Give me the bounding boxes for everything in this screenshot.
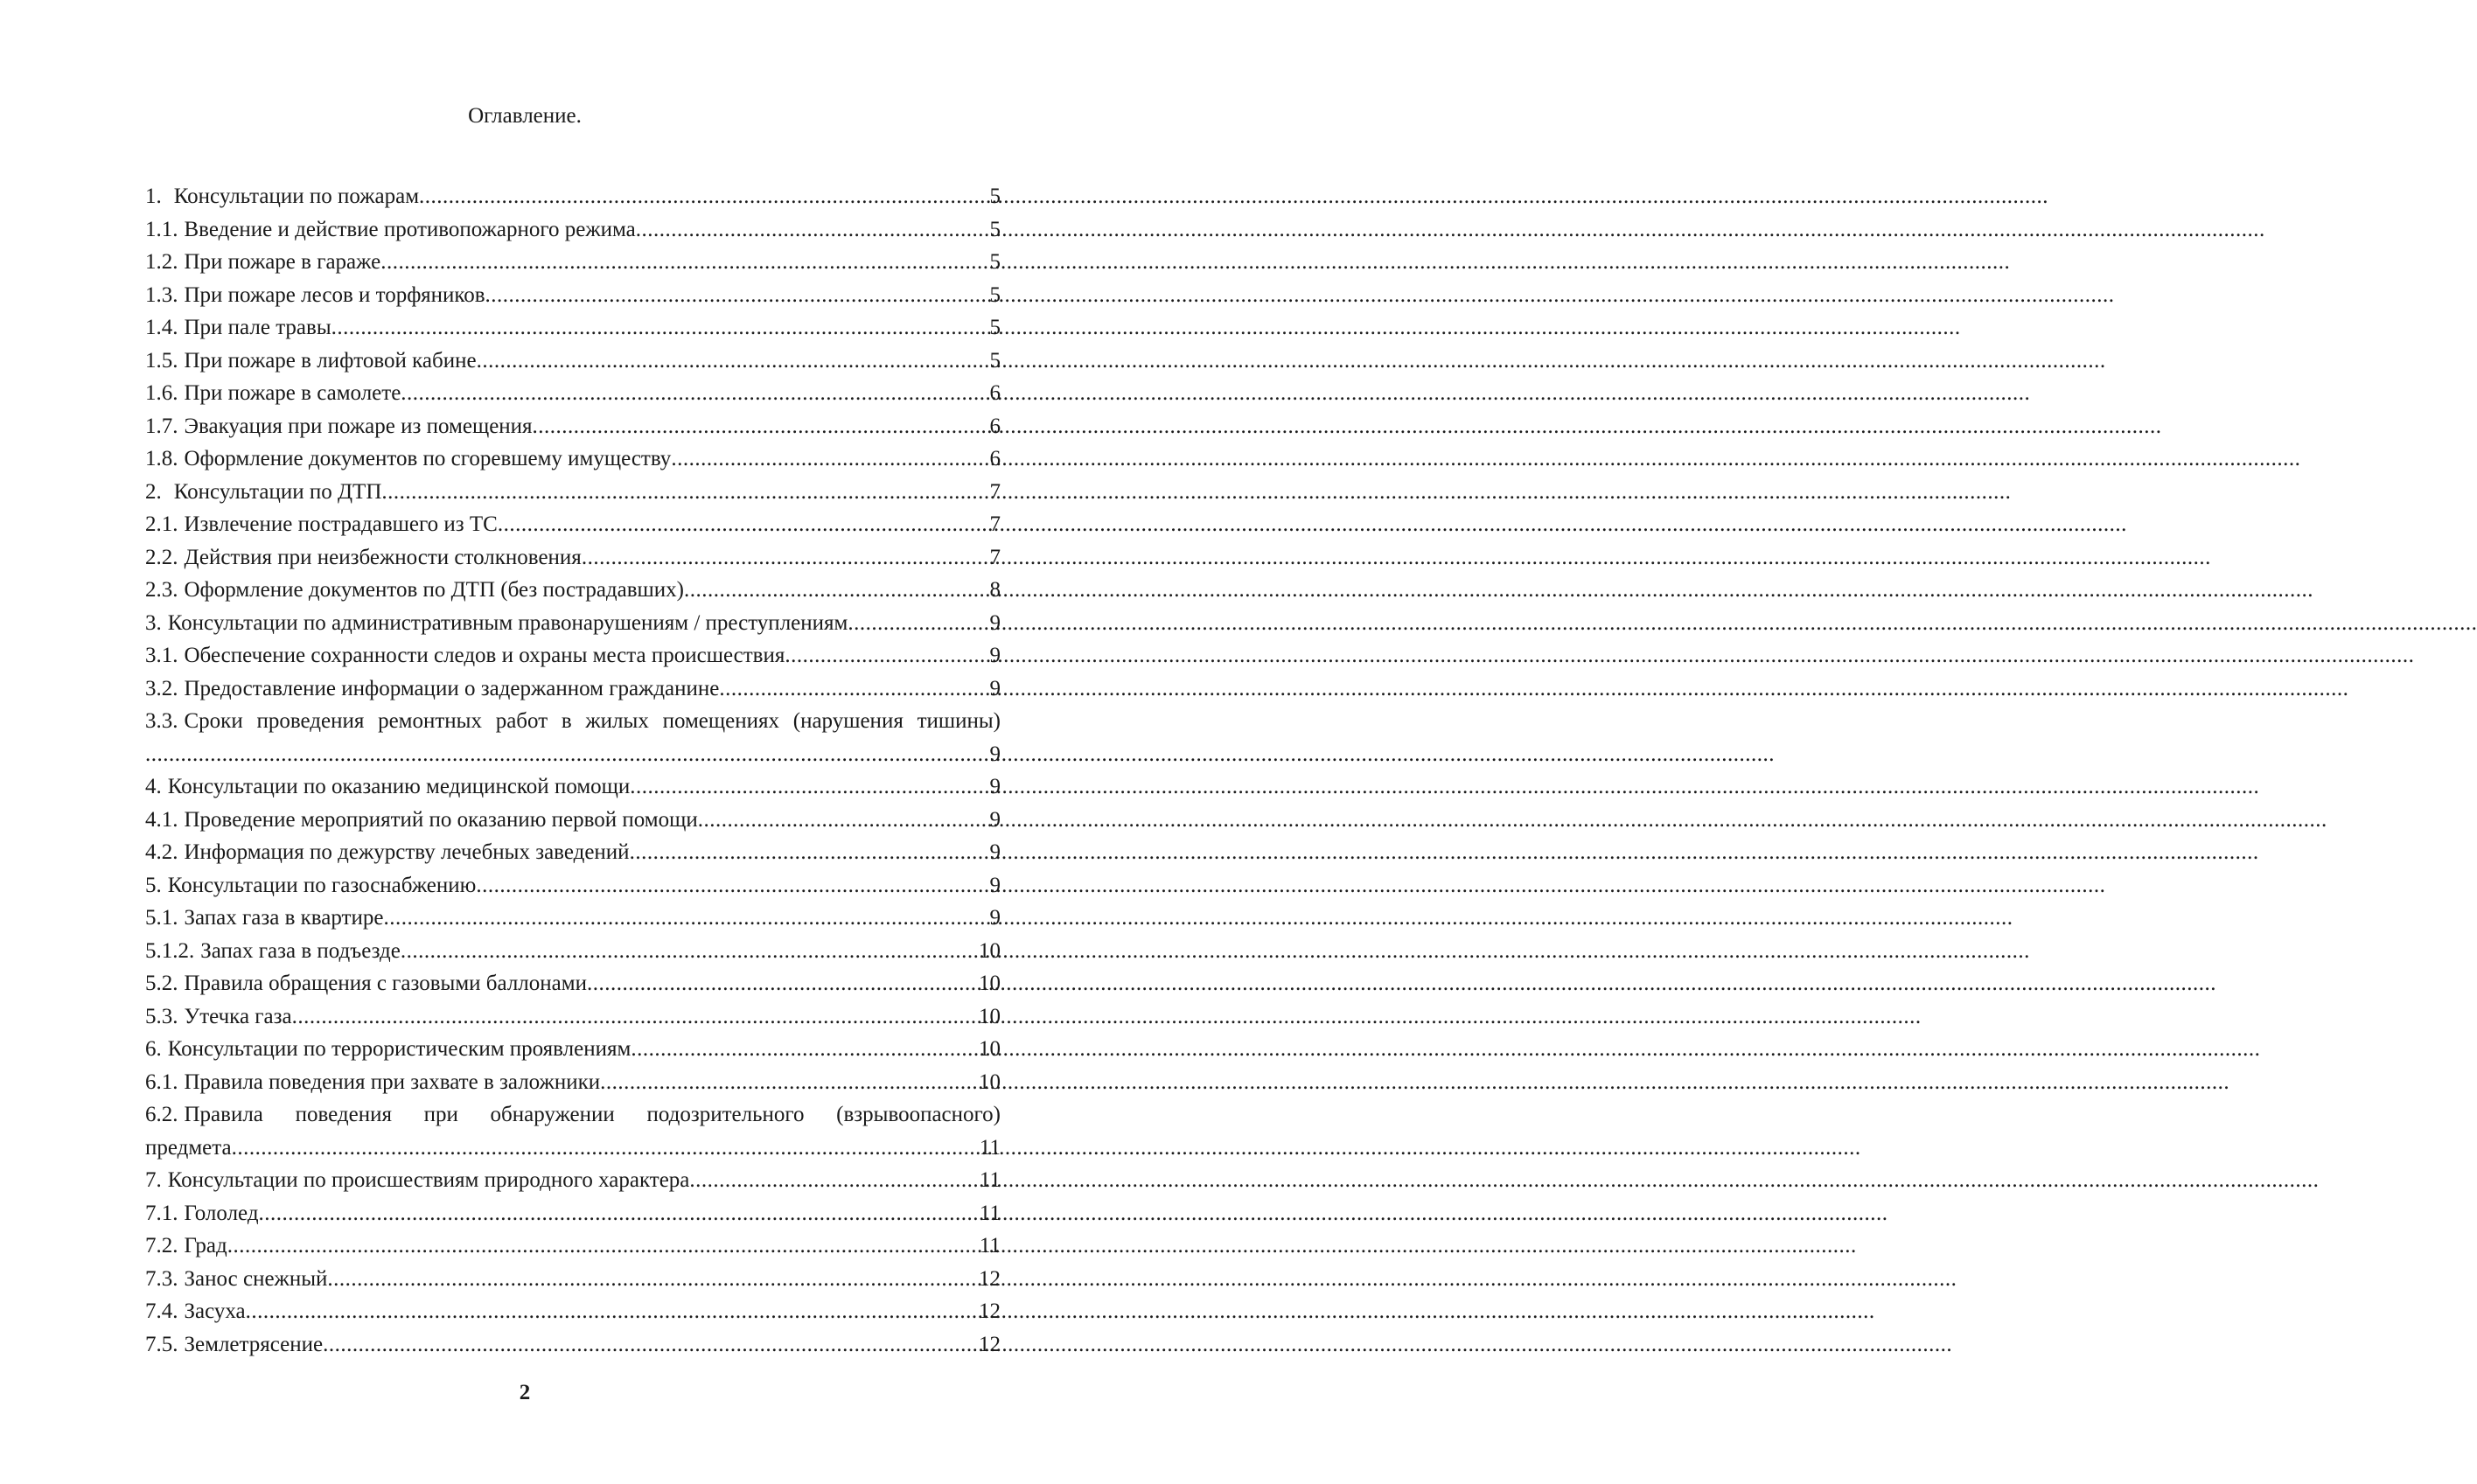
toc-dot-leader [476, 869, 987, 902]
toc-entry-title: Предоставление информации о задержанном гражданине [184, 676, 720, 700]
toc-entry[interactable] [145, 705, 1001, 738]
toc-entry-page: 9 [989, 906, 1001, 930]
toc-entry-number: 3.1. [145, 644, 178, 667]
toc-entry-page: 7 [989, 479, 1001, 504]
toc-entry-number: 7.5. [145, 1332, 178, 1356]
toc-entry-number: 4.1. [145, 807, 178, 832]
toc-entry-page: 5 [989, 217, 1001, 241]
toc-entry-title: Запах газа в подъезде [200, 938, 401, 963]
toc-entry[interactable] [145, 1197, 1001, 1230]
toc-entry-number: 1.1. [145, 217, 178, 241]
toc-entry-page: 10 [979, 1037, 1001, 1061]
toc-dot-leader [630, 770, 987, 804]
toc-entry-page: 5 [989, 185, 1001, 208]
toc-entry[interactable] [145, 902, 1001, 935]
toc-dot-leader [477, 345, 988, 378]
toc-entry[interactable] [145, 836, 1001, 869]
page-title: Оглавление. [468, 104, 582, 128]
toc-entry-page: 9 [989, 775, 1001, 798]
toc-entry[interactable] [145, 1263, 1001, 1296]
toc-entry[interactable] [145, 935, 1001, 968]
toc-entry[interactable] [145, 804, 1001, 837]
toc-entry-number: 1.4. [145, 316, 178, 339]
toc-entry-page: 8 [989, 578, 1001, 602]
toc-entry-number: 1.7. [145, 414, 178, 438]
toc-dot-leader [582, 541, 988, 575]
toc-dot-leader [381, 476, 987, 509]
toc-entry[interactable] [145, 639, 1001, 672]
toc-dot-leader [848, 607, 987, 640]
toc-entry-title: Землетрясение [184, 1332, 324, 1356]
toc-entry-number: 4. [145, 775, 162, 798]
toc-entry-page: 9 [989, 873, 1001, 897]
toc-entry-page: 12 [979, 1299, 1001, 1323]
toc-entry[interactable] [145, 377, 1001, 410]
toc-entry-title: Консультации по террористическим проявлениям [167, 1037, 631, 1061]
toc-entry[interactable] [145, 279, 1001, 312]
toc-entry[interactable] [145, 1033, 1001, 1066]
toc-dot-leader [698, 804, 988, 837]
toc-dot-leader [785, 639, 987, 672]
toc-entry[interactable] [145, 1164, 1001, 1197]
toc-entry-title: Консультации по административным правонарушениям / преступлениям [167, 610, 848, 635]
toc-dot-leader [671, 442, 987, 476]
toc-entry-page: 5 [989, 316, 1001, 339]
toc-entry-title: Сроки проведения ремонтных работ в жилых помещениях (нарушения тишины) [184, 709, 1001, 733]
toc-entry[interactable] [145, 1230, 1001, 1263]
toc-entry-page: 11 [979, 1168, 1001, 1192]
toc-entry-title: Эвакуация при пожаре из помещения [184, 414, 533, 438]
toc-entry[interactable] [145, 770, 1001, 804]
toc-entry-page: 7 [989, 512, 1001, 536]
toc-entry-title: Утечка газа [184, 1004, 292, 1028]
toc-entry-number: 2.3. [145, 578, 178, 602]
toc-dot-leader [587, 967, 977, 1000]
toc-entry-page: 12 [979, 1332, 1001, 1356]
toc-entry[interactable] [145, 1098, 1001, 1132]
toc-entry-page: 12 [979, 1266, 1001, 1291]
toc-entry[interactable] [145, 1295, 1001, 1328]
toc-dot-leader [383, 902, 987, 935]
toc-entry[interactable] [145, 410, 1001, 443]
toc-entry-number: 1.3. [145, 282, 178, 307]
toc-entry[interactable] [145, 476, 1001, 509]
toc-entry-title: Гололед [184, 1201, 259, 1225]
toc-entry-title: Засуха [184, 1299, 246, 1323]
toc-entry-page: 5 [989, 282, 1001, 307]
toc-dot-leader [630, 836, 988, 869]
toc-entry-page: 9 [989, 742, 1001, 766]
toc-entry-page: 9 [989, 610, 1001, 635]
toc-dot-leader [331, 311, 988, 345]
toc-entry-page: 10 [979, 972, 1001, 995]
toc-dot-leader [631, 1033, 977, 1066]
toc-dot-leader [498, 508, 988, 541]
toc-entry-title: При пожаре в лифтовой кабине [184, 348, 477, 373]
toc-entry-title: При пале травы [184, 316, 331, 339]
toc-entry-number: 5.2. [145, 972, 178, 995]
toc-entry-number: 6. [145, 1037, 162, 1061]
toc-entry-page: 9 [989, 840, 1001, 864]
toc-entry-title: Запах газа в квартире [184, 906, 384, 930]
toc-entry-title: При пожаре в самолете [184, 381, 401, 405]
toc-entry-title: При пожаре лесов и торфяников [184, 282, 485, 307]
toc-entry[interactable] [145, 607, 1001, 640]
page-number: 2 [519, 1381, 531, 1404]
toc-dot-leader [259, 1197, 978, 1230]
toc-entry-title: Консультации по происшествиям природного характера [167, 1168, 690, 1192]
toc-entry-title: Правила поведения при захвате в заложники [184, 1069, 601, 1094]
toc-entry-number: 1.6. [145, 381, 178, 405]
toc-dot-leader [719, 672, 987, 706]
toc-entry-title: Град [184, 1234, 227, 1258]
toc-entry-number: 3.3. [145, 709, 178, 733]
toc-entry-title: Действия при неизбежности столкновения [184, 545, 582, 569]
toc-entry[interactable] [145, 1066, 1001, 1099]
toc-entry-title: Консультации по пожарам [173, 185, 420, 208]
toc-dot-leader [636, 213, 988, 247]
toc-entry-title: Введение и действие противопожарного режима [184, 217, 636, 241]
toc-dot-leader [227, 1230, 978, 1263]
toc-entry-number: 5.1. [145, 906, 178, 930]
toc-entry-title: Оформление документов по ДТП (без пострадавших) [184, 578, 684, 602]
toc-entry-number: 1.2. [145, 250, 178, 274]
toc-entry-page: 5 [989, 348, 1001, 373]
toc-entry-number: 6.2. [145, 1103, 178, 1126]
toc-entry-page: 9 [989, 676, 1001, 700]
toc-entry-page: 10 [979, 938, 1001, 963]
toc-dot-leader [689, 1164, 978, 1197]
toc-dot-leader [380, 246, 987, 279]
toc-entry-number: 7.3. [145, 1266, 178, 1291]
toc-entry[interactable] [145, 541, 1001, 575]
toc-entry-page: 7 [989, 545, 1001, 569]
toc-entry-title: Оформление документов по сгоревшему имуществу [184, 447, 672, 470]
toc-entry-page: 10 [979, 1069, 1001, 1094]
toc-entry-continuation[interactable] [145, 738, 1001, 771]
toc-entry-number: 7. [145, 1168, 162, 1192]
toc-entry-title: При пожаре в гараже [184, 250, 381, 274]
toc-entry-number: 2.2. [145, 545, 178, 569]
toc-entry-number: 3.2. [145, 676, 178, 700]
toc-entry[interactable] [145, 180, 1001, 213]
toc-entry-number: 7.1. [145, 1201, 178, 1225]
toc-entry-title: Проведение мероприятий по оказанию первой помощи [184, 807, 698, 832]
toc-entry[interactable] [145, 442, 1001, 476]
toc-entry-title: Правила поведения при обнаружении подозрительного (взрывоопасного) [184, 1103, 1001, 1126]
toc-entry-page: 11 [979, 1234, 1001, 1258]
toc-entry-number: 1.5. [145, 348, 178, 373]
toc-dot-leader [232, 1132, 978, 1165]
toc-entry-title: Правила обращения с газовыми баллонами [184, 972, 587, 995]
toc-entry-page: 6 [989, 381, 1001, 405]
toc-entry-title: Консультации по ДТП [173, 479, 382, 504]
toc-entry[interactable] [145, 869, 1001, 902]
toc-entry[interactable] [145, 246, 1001, 279]
toc-entry-page: 9 [989, 807, 1001, 832]
toc-entry-title-continuation: предмета [145, 1135, 232, 1160]
toc-entry-title: Занос снежный [184, 1266, 328, 1291]
toc-dot-leader [246, 1295, 977, 1328]
toc-entry-title: Извлечение пострадавшего из ТС [184, 512, 498, 536]
toc-dot-leader [401, 935, 977, 968]
toc-entry-number: 3. [145, 610, 162, 635]
toc-entry[interactable] [145, 1328, 1001, 1362]
toc-entry-page: 11 [979, 1135, 1001, 1160]
toc-entry[interactable] [145, 1000, 1001, 1034]
toc-entry-page: 10 [979, 1004, 1001, 1028]
toc-dot-leader [323, 1328, 977, 1362]
toc-dot-leader [600, 1066, 977, 1099]
toc-dot-leader [485, 279, 988, 312]
toc-entry-number: 2. [145, 479, 162, 504]
toc-entry[interactable] [145, 311, 1001, 345]
toc-entry[interactable] [145, 213, 1001, 247]
toc-entry-title: Консультации по оказанию медицинской помощи [167, 775, 631, 798]
toc-entry-number: 2.1. [145, 512, 178, 536]
toc-dot-leader [684, 574, 988, 607]
toc-entry-title: Информация по дежурству лечебных заведений [184, 840, 630, 864]
toc-entry-number: 6.1. [145, 1069, 178, 1094]
toc-entry[interactable] [145, 574, 1001, 607]
toc-entry-number: 4.2. [145, 840, 178, 864]
toc-entry-page: 9 [989, 644, 1001, 667]
table-of-contents [145, 180, 1001, 1361]
toc-entry-number: 5.1.2. [145, 938, 195, 963]
toc-dot-leader [327, 1263, 977, 1296]
toc-entry-page: 6 [989, 447, 1001, 470]
toc-entry-title: Консультации по газоснабжению [167, 873, 477, 897]
toc-entry-page: 6 [989, 414, 1001, 438]
toc-entry-continuation[interactable] [145, 1132, 1001, 1165]
toc-entry-number: 5.3. [145, 1004, 178, 1028]
toc-entry-page: 11 [979, 1201, 1001, 1225]
toc-entry-page: 5 [989, 250, 1001, 274]
toc-entry-number: 7.2. [145, 1234, 178, 1258]
toc-entry[interactable] [145, 508, 1001, 541]
toc-entry-number: 1.8. [145, 447, 178, 470]
toc-entry[interactable] [145, 345, 1001, 378]
toc-dot-leader [292, 1000, 977, 1034]
toc-entry-number: 5. [145, 873, 162, 897]
toc-entry[interactable] [145, 672, 1001, 706]
toc-entry-number: 7.4. [145, 1299, 178, 1323]
toc-dot-leader [145, 738, 988, 771]
toc-entry[interactable] [145, 967, 1001, 1000]
toc-dot-leader [419, 180, 987, 213]
toc-entry-number: 1. [145, 185, 162, 208]
toc-entry-title: Обеспечение сохранности следов и охраны места происшествия [184, 644, 785, 667]
toc-dot-leader [533, 410, 988, 443]
toc-dot-leader [401, 377, 987, 410]
